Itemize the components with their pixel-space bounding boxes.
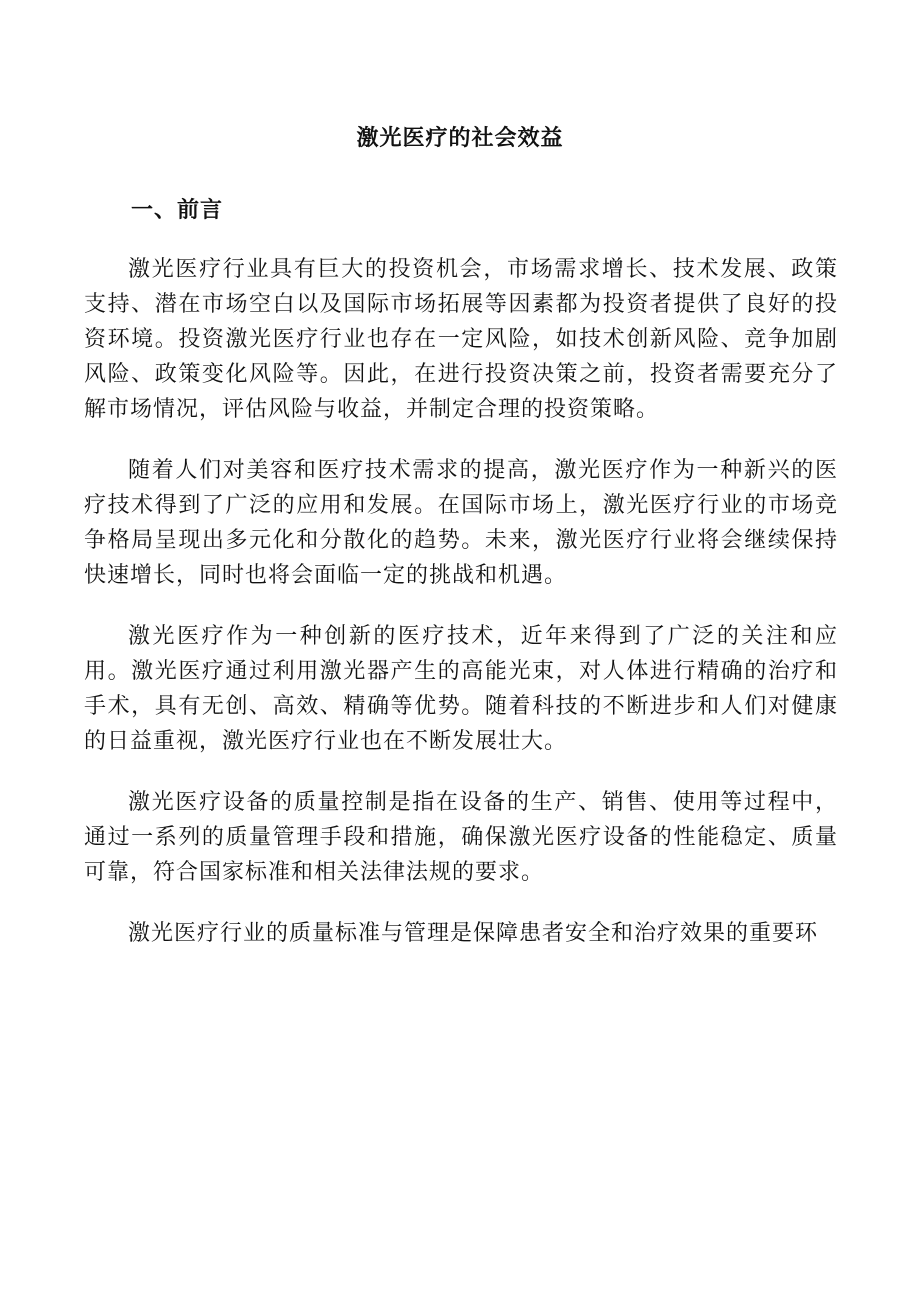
- paragraph: 激光医疗设备的质量控制是指在设备的生产、销售、使用等过程中，通过一系列的质量管理手段和措施，确保激光医疗设备的性能稳定、质量可靠，符合国家标准和相关法律法规的要求。: [84, 790, 838, 885]
- paragraph: 随着人们对美容和医疗技术需求的提高，激光医疗作为一种新兴的医疗技术得到了广泛的应用和发展。在国际市场上，激光医疗行业的市场竞争格局呈现出多元化和分散化的趋势。未来，激光医疗行业将会继续保持快速增长，同时也将会面临一定的挑战和机遇。: [84, 458, 838, 588]
- document-title: 激光医疗的社会效益: [356, 125, 564, 151]
- paragraph: 激光医疗行业具有巨大的投资机会，市场需求增长、技术发展、政策支持、潜在市场空白以及国际市场拓展等因素都为投资者提供了良好的投资环境。投资激光医疗行业也存在一定风险，如技术创新风险、竞争加剧风险、政策变化风险等。因此，在进行投资决策之前，投资者需要充分了解市场情况，评估风险与收益，并制定合理的投资策略。: [84, 257, 838, 422]
- paragraph: 激光医疗作为一种创新的医疗技术，近年来得到了广泛的关注和应用。激光医疗通过利用激光器产生的高能光束，对人体进行精确的治疗和手术，具有无创、高效、精确等优势。随着科技的不断进步和人们对健康的日益重视，激光医疗行业也在不断发展壮大。: [84, 624, 838, 754]
- paragraph: 激光医疗行业的质量标准与管理是保障患者安全和治疗效果的重要环: [128, 921, 819, 946]
- document-body: [84, 252, 838, 977]
- section-heading: 一、前言: [131, 197, 224, 223]
